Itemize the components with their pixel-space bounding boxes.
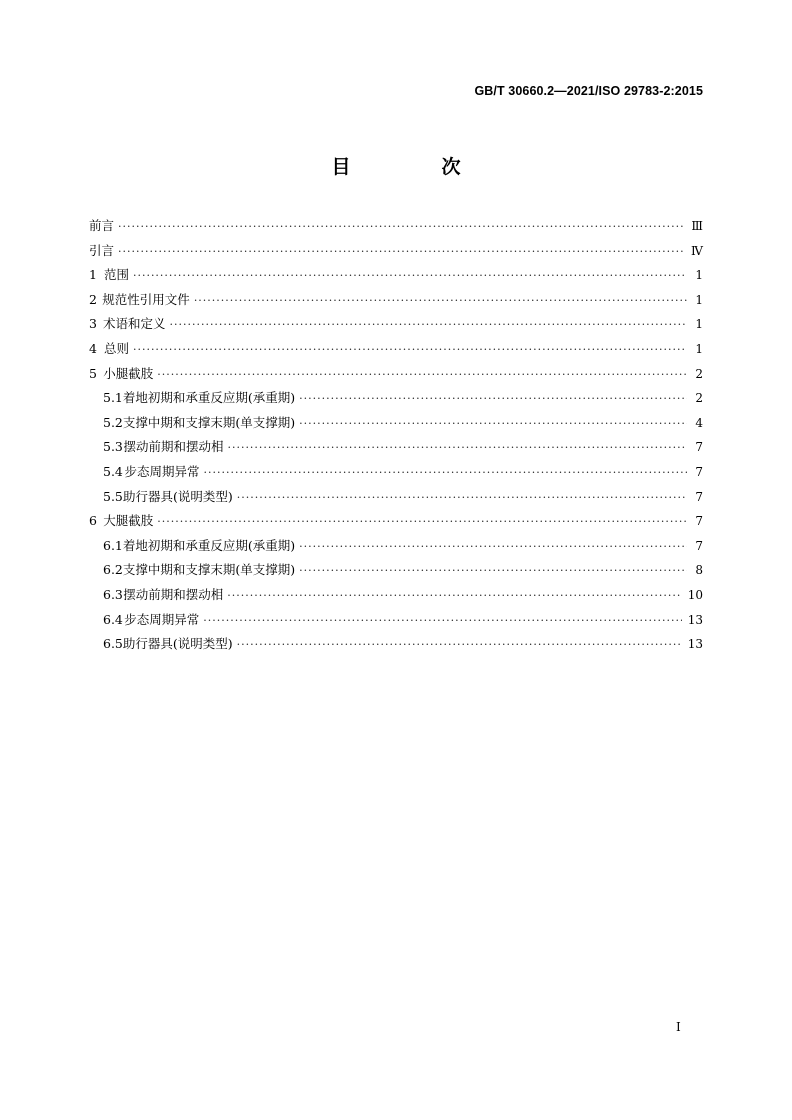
toc-entry[interactable] bbox=[89, 634, 703, 659]
toc-entry-page: 13 bbox=[687, 637, 703, 652]
toc-entry[interactable] bbox=[89, 585, 703, 610]
toc-entry-title: 步态周期异常 bbox=[124, 463, 200, 479]
toc-entry-title: 小腿截肢 bbox=[103, 365, 154, 381]
toc-entry[interactable] bbox=[89, 364, 703, 389]
dot-leader bbox=[157, 515, 687, 528]
standard-number: GB/T 30660.2—2021/ISO 29783-2:2015 bbox=[474, 84, 703, 98]
dot-leader bbox=[227, 589, 681, 602]
toc-entry-page: Ⅳ bbox=[691, 243, 703, 258]
toc-entry-page: 8 bbox=[695, 563, 703, 578]
toc-entry[interactable] bbox=[89, 339, 703, 364]
toc-entry-title: 规范性引用文件 bbox=[102, 291, 190, 307]
toc-entry-number: 5.3 bbox=[103, 439, 123, 455]
toc-entry-title: 术语和定义 bbox=[102, 316, 166, 332]
toc-entry-number: 6.3 bbox=[103, 586, 123, 602]
toc-entry[interactable] bbox=[89, 536, 703, 561]
toc-entry-number: 6.1 bbox=[103, 537, 123, 553]
toc-entry-title: 总则 bbox=[103, 340, 129, 356]
toc-entry-page: 4 bbox=[695, 415, 703, 430]
dot-leader bbox=[203, 614, 681, 627]
toc-entry-number: 5.4 bbox=[103, 463, 123, 479]
toc-entry-number: 4 bbox=[89, 340, 97, 356]
toc-entry-number: 2 bbox=[89, 291, 97, 307]
toc-entry-page: Ⅲ bbox=[691, 219, 703, 233]
toc-entry-title: 支撑中期和支撑末期(单支撑期) bbox=[122, 414, 296, 430]
dot-leader bbox=[237, 638, 682, 651]
toc-entry-page: 13 bbox=[687, 612, 703, 627]
toc-entry-number: 5.5 bbox=[103, 488, 123, 504]
toc-entry-title: 前言 bbox=[89, 218, 115, 233]
toc-entry-number: 6.5 bbox=[103, 636, 123, 652]
toc-entry-title: 摆动前期和摆动相 bbox=[123, 586, 224, 602]
toc-entry-number: 6.4 bbox=[103, 611, 123, 627]
toc-entry[interactable] bbox=[89, 511, 703, 536]
dot-leader bbox=[299, 392, 687, 405]
toc-entry-title: 范围 bbox=[103, 267, 129, 283]
toc-entry-number: 5.1 bbox=[103, 390, 123, 406]
toc-entry[interactable] bbox=[89, 487, 703, 512]
page-title: 目 次 bbox=[331, 156, 497, 178]
toc-entry-page: 1 bbox=[695, 268, 703, 283]
dot-leader bbox=[299, 540, 687, 553]
dot-leader bbox=[133, 269, 687, 282]
toc-entry-page: 7 bbox=[695, 514, 703, 529]
toc-entry[interactable] bbox=[89, 462, 703, 487]
toc-entry-number: 6.2 bbox=[103, 562, 123, 578]
toc-entry-page: 7 bbox=[695, 440, 703, 455]
toc-entry[interactable] bbox=[89, 265, 703, 290]
toc-entry-number: 5 bbox=[89, 365, 97, 381]
dot-leader bbox=[237, 491, 687, 504]
toc-entry-title: 助行器具(说明类型) bbox=[123, 488, 233, 504]
toc-entry[interactable] bbox=[89, 388, 703, 413]
dot-leader bbox=[194, 294, 687, 307]
toc-entry-page: 10 bbox=[687, 587, 703, 602]
toc-entry-title: 大腿截肢 bbox=[103, 513, 154, 529]
dot-leader bbox=[169, 318, 687, 331]
toc-entry-page: 2 bbox=[695, 391, 703, 406]
dot-leader bbox=[227, 441, 687, 454]
dot-leader bbox=[299, 417, 687, 430]
toc-entry-title: 着地初期和承重反应期(承重期) bbox=[122, 390, 296, 406]
dot-leader bbox=[133, 343, 687, 356]
toc-entry[interactable] bbox=[89, 216, 703, 241]
toc-entry-number: 6 bbox=[89, 513, 97, 529]
toc-entry[interactable] bbox=[89, 241, 703, 266]
toc-entry-title: 引言 bbox=[89, 242, 115, 258]
toc-entry[interactable] bbox=[89, 290, 703, 315]
toc-entry[interactable] bbox=[89, 610, 703, 635]
dot-leader bbox=[118, 220, 685, 233]
toc-entry[interactable] bbox=[89, 413, 703, 438]
toc-entry-page: 7 bbox=[695, 464, 703, 479]
toc-entry-page: 1 bbox=[695, 292, 703, 307]
toc-entry-page: 7 bbox=[695, 489, 703, 504]
toc-entry[interactable] bbox=[89, 437, 703, 462]
dot-leader bbox=[157, 368, 687, 381]
toc-entry-title: 摆动前期和摆动相 bbox=[123, 439, 224, 455]
toc-entry[interactable] bbox=[89, 314, 703, 339]
toc-entry-title: 支撑中期和支撑末期(单支撑期) bbox=[122, 562, 296, 578]
toc-entry-page: 2 bbox=[695, 366, 703, 381]
page-number: I bbox=[676, 1020, 681, 1034]
toc-entry-title: 步态周期异常 bbox=[124, 611, 200, 627]
toc-entry-title: 着地初期和承重反应期(承重期) bbox=[122, 537, 296, 553]
toc-entry[interactable] bbox=[89, 560, 703, 585]
toc-entry-page: 1 bbox=[695, 317, 703, 332]
toc-entry-number: 3 bbox=[89, 316, 97, 332]
toc-entry-title: 助行器具(说明类型) bbox=[122, 636, 233, 652]
table-of-contents bbox=[89, 216, 703, 659]
toc-entry-page: 1 bbox=[695, 341, 703, 356]
toc-entry-number: 1 bbox=[89, 267, 97, 283]
dot-leader bbox=[118, 245, 685, 258]
dot-leader bbox=[204, 466, 687, 479]
dot-leader bbox=[299, 564, 687, 577]
toc-entry-number: 5.2 bbox=[103, 414, 123, 430]
toc-entry-page: 7 bbox=[695, 538, 703, 553]
